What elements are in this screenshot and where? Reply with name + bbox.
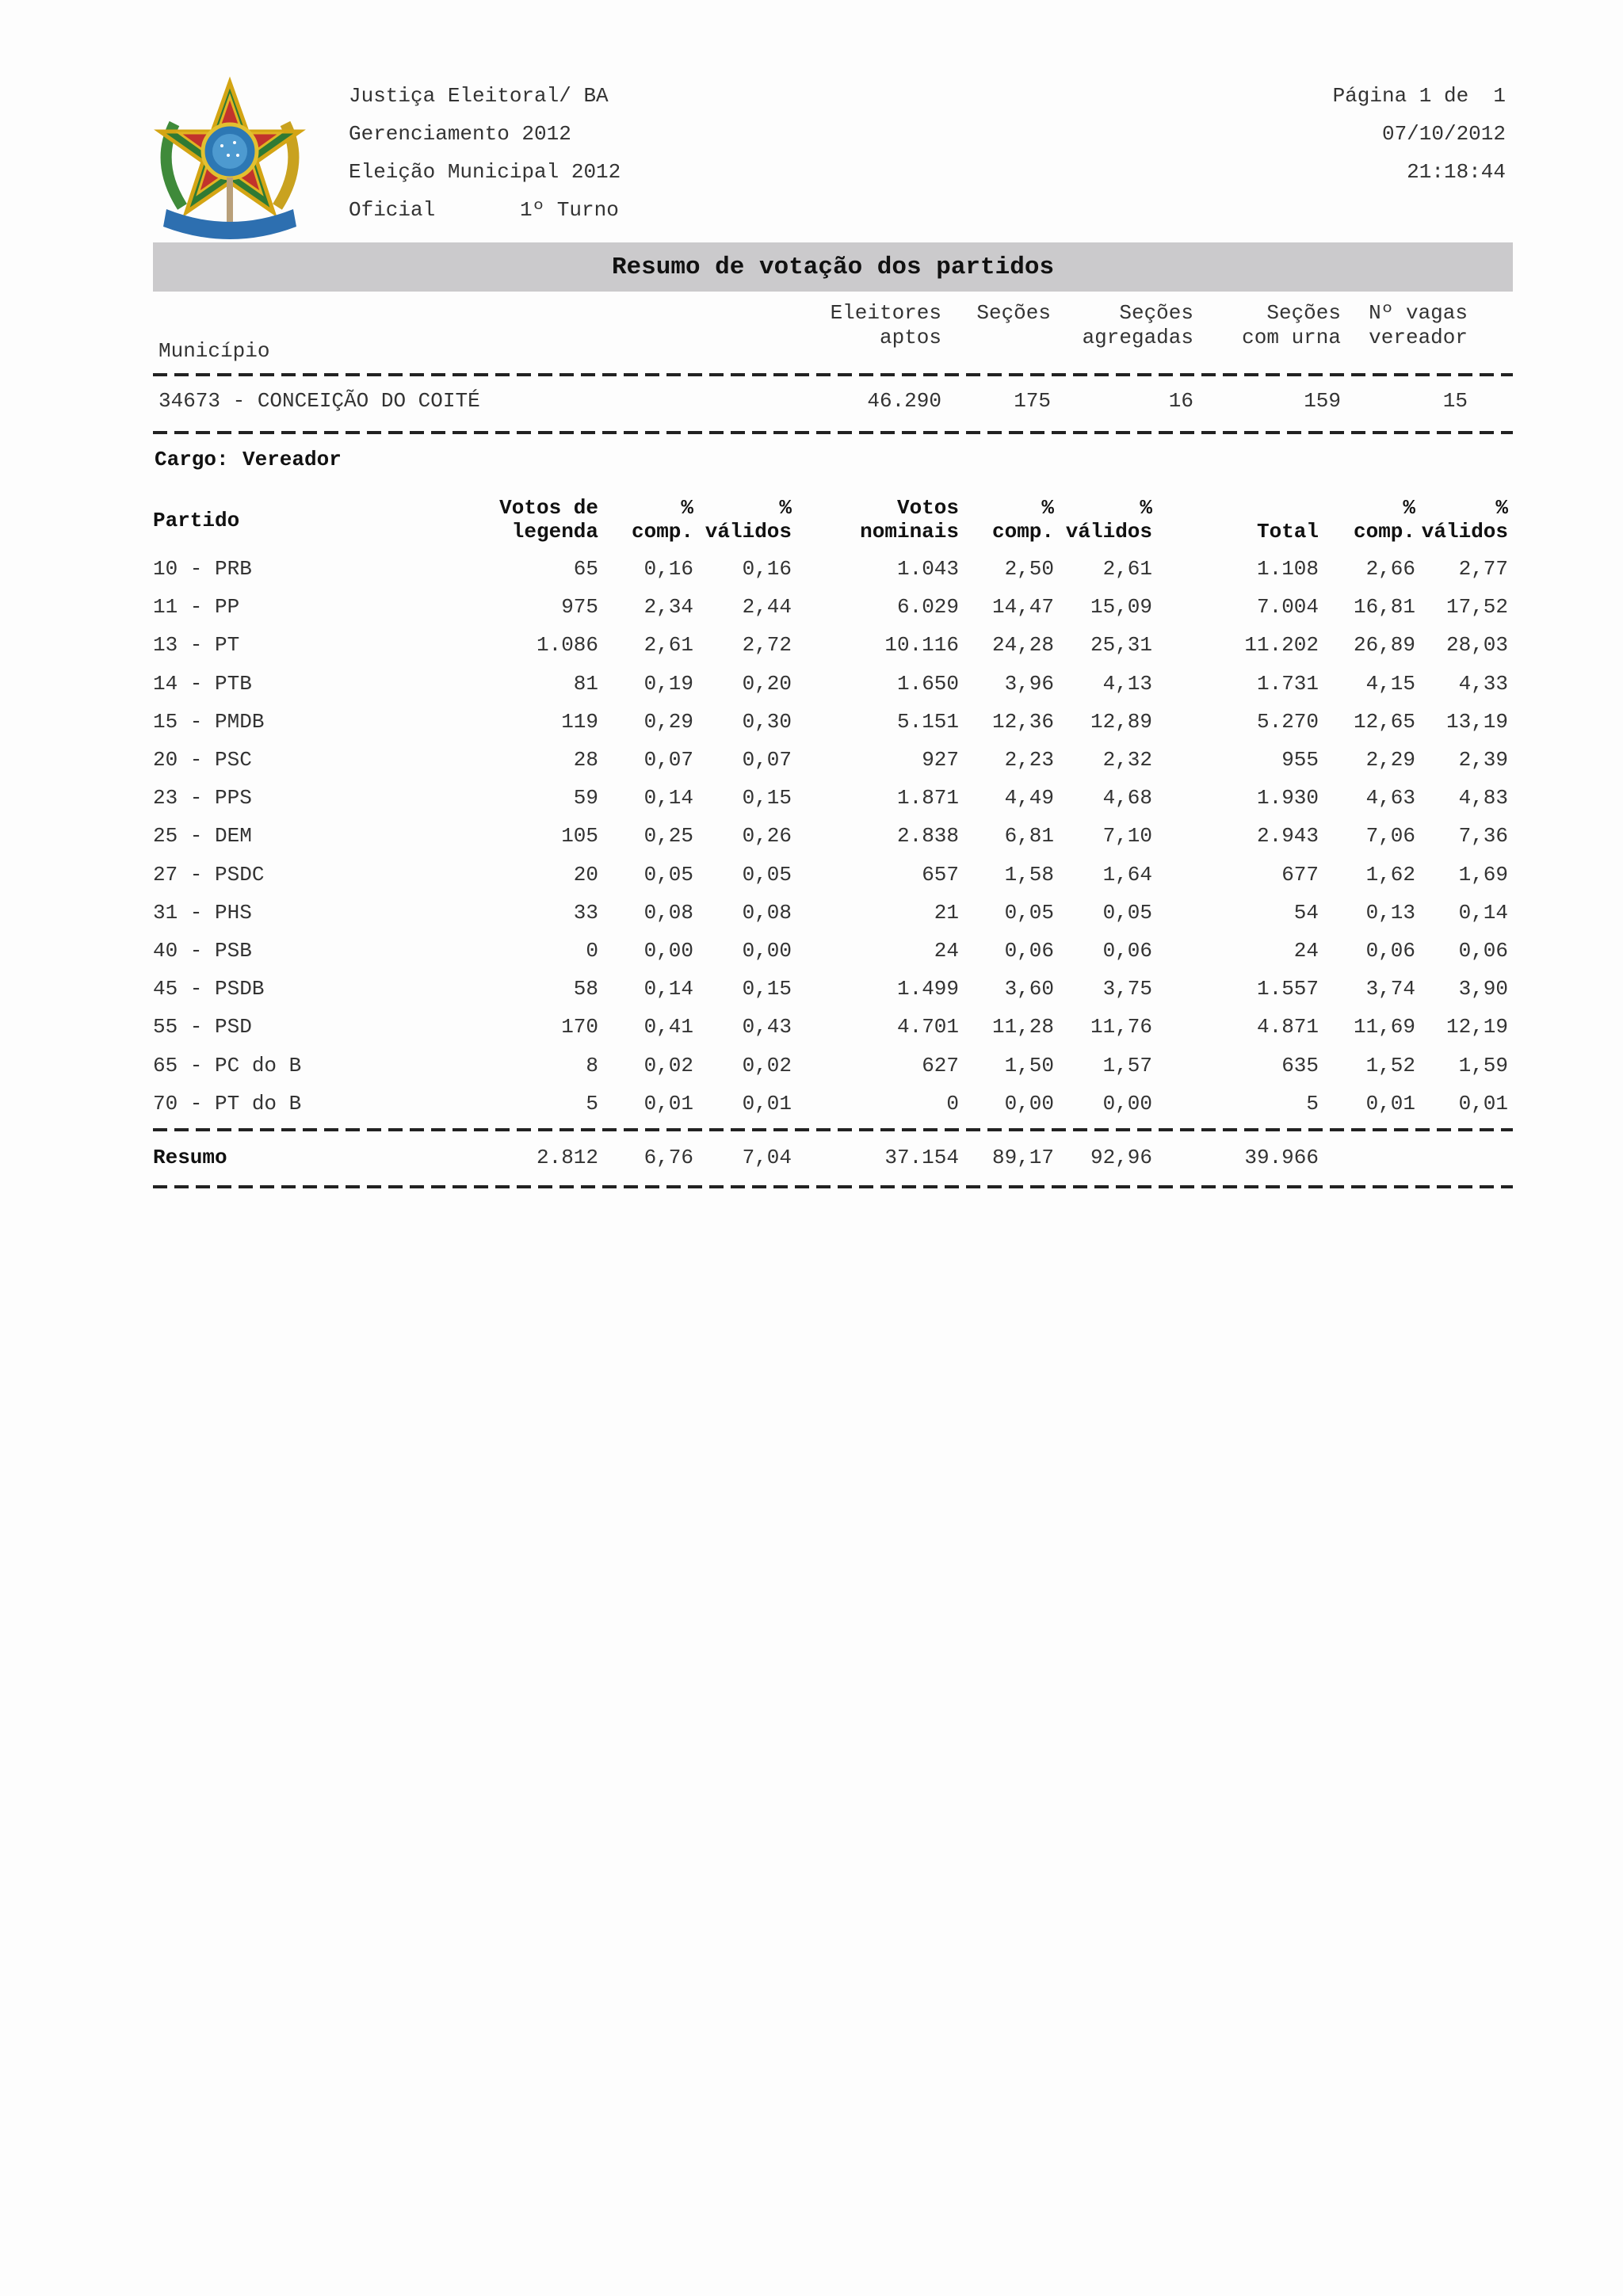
municipio-name: 34673 - CONCEIÇÃO DO COITÉ (158, 389, 480, 413)
divider (153, 1185, 1513, 1188)
cell-nom-validos: 2,32 (1102, 748, 1152, 772)
cell-partido: 14 - PTB (153, 671, 252, 696)
cell-tot-comp: 2,66 (1365, 557, 1415, 581)
cell-partido: 65 - PC do B (153, 1053, 302, 1077)
cell-nom-validos: 1,57 (1102, 1053, 1152, 1077)
col-leg-validos-header-2: válidos (705, 520, 792, 543)
col-com-urna-header-1: Seções (1266, 301, 1341, 325)
cell-leg-validos: 2,72 (742, 633, 792, 658)
cell-tot-comp: 0,06 (1365, 939, 1415, 963)
cell-tot-validos: 4,83 (1458, 786, 1508, 810)
cell-partido: 20 - PSC (153, 748, 252, 772)
cell-nom-validos: 15,09 (1090, 595, 1152, 620)
cell-nom-comp: 14,47 (991, 595, 1054, 620)
cell-votos-legenda: 65 (573, 557, 598, 581)
cell-nom-comp: 3,60 (1004, 977, 1054, 1001)
col-agregadas-header-1: Seções (1119, 301, 1193, 325)
report-time: 21:18:44 (1407, 160, 1506, 184)
cell-votos-nominais: 24 (934, 939, 959, 963)
cell-total: 2.943 (1256, 824, 1319, 849)
cell-votos-nominais: 10.116 (884, 633, 959, 658)
municipio-secoes: 175 (1014, 389, 1051, 413)
col-nom-validos-header-1: % (1140, 496, 1152, 520)
cell-nom-validos: 0,00 (1102, 1091, 1152, 1116)
cell-votos-legenda: 28 (573, 748, 598, 772)
col-votos-legenda-header-2: legenda (511, 520, 598, 543)
cargo-label: Cargo: (155, 448, 229, 471)
cell-leg-validos: 0,00 (742, 939, 792, 963)
header-gerenciamento: Gerenciamento 2012 (349, 122, 571, 146)
cell-nom-comp: 2,50 (1004, 557, 1054, 581)
cell-votos-nominais: 657 (922, 862, 959, 887)
cell-partido: 25 - DEM (153, 824, 252, 849)
cell-votos-nominais: 1.043 (896, 557, 959, 581)
cell-votos-legenda: 8 (586, 1053, 598, 1077)
municipio-com-urna: 159 (1304, 389, 1341, 413)
cell-leg-comp: 0,16 (643, 557, 693, 581)
cell-leg-comp: 0,02 (643, 1053, 693, 1077)
cell-votos-nominais: 1.650 (896, 671, 959, 696)
cell-leg-comp: 0,00 (643, 939, 693, 963)
cell-nom-validos: 12,89 (1090, 709, 1152, 734)
cell-leg-comp: 0,05 (643, 862, 693, 887)
cell-leg-validos: 2,44 (742, 595, 792, 620)
cell-tot-comp: 2,29 (1365, 748, 1415, 772)
page-number: Página 1 de 1 (1332, 84, 1506, 108)
cell-total: 955 (1281, 748, 1319, 772)
cell-partido: 13 - PT (153, 633, 240, 658)
cell-votos-legenda: 33 (573, 900, 598, 925)
cell-leg-comp: 6,76 (643, 1146, 693, 1169)
cell-tot-validos: 7,36 (1458, 824, 1508, 849)
cell-total: 5 (1306, 1091, 1319, 1116)
cell-votos-nominais: 37.154 (884, 1146, 959, 1169)
col-tot-comp-header-2: comp. (1353, 520, 1415, 543)
cell-nom-comp: 0,00 (1004, 1091, 1054, 1116)
cell-leg-validos: 0,08 (742, 900, 792, 925)
cell-tot-comp: 4,15 (1365, 671, 1415, 696)
cell-partido: 23 - PPS (153, 786, 252, 810)
header-status: Oficial (349, 198, 436, 222)
col-nom-comp-header-2: comp. (991, 520, 1054, 543)
cell-nom-validos: 0,05 (1102, 900, 1152, 925)
cell-nom-comp: 1,50 (1004, 1053, 1054, 1077)
cell-partido: 15 - PMDB (153, 709, 265, 734)
cell-votos-nominais: 6.029 (896, 595, 959, 620)
municipio-eleitores: 46.290 (867, 389, 941, 413)
col-votos-legenda-header-1: Votos de (499, 496, 598, 520)
cell-leg-comp: 0,29 (643, 709, 693, 734)
cell-tot-comp: 1,62 (1365, 862, 1415, 887)
cell-votos-legenda: 0 (586, 939, 598, 963)
col-vagas-header-1: Nº vagas (1369, 301, 1468, 325)
cell-tot-validos: 1,59 (1458, 1053, 1508, 1077)
cell-nom-validos: 0,06 (1102, 939, 1152, 963)
col-tot-validos-header-2: válidos (1421, 520, 1508, 543)
cell-nom-validos: 4,13 (1102, 671, 1152, 696)
cell-total: 1.731 (1256, 671, 1319, 696)
col-com-urna-header-2: com urna (1242, 326, 1341, 349)
cell-tot-validos: 2,77 (1458, 557, 1508, 581)
cell-nom-comp: 6,81 (1004, 824, 1054, 849)
cell-votos-legenda: 975 (561, 595, 598, 620)
municipio-vagas: 15 (1442, 389, 1468, 413)
cell-tot-comp: 1,52 (1365, 1053, 1415, 1077)
divider (153, 431, 1513, 434)
cell-tot-validos: 1,69 (1458, 862, 1508, 887)
cell-votos-nominais: 627 (922, 1053, 959, 1077)
cell-total: 11.202 (1244, 633, 1319, 658)
cell-total: 39.966 (1244, 1146, 1319, 1169)
cell-leg-comp: 0,01 (643, 1091, 693, 1116)
cell-tot-validos: 0,14 (1458, 900, 1508, 925)
cell-tot-comp: 0,01 (1365, 1091, 1415, 1116)
municipio-agregadas: 16 (1168, 389, 1193, 413)
col-secoes-header: Seções (976, 301, 1051, 325)
cell-tot-validos: 17,52 (1445, 595, 1508, 620)
cell-leg-validos: 0,02 (742, 1053, 792, 1077)
cell-votos-nominais: 2.838 (896, 824, 959, 849)
cell-nom-comp: 4,49 (1004, 786, 1054, 810)
col-nom-validos-header-2: válidos (1065, 520, 1152, 543)
cell-leg-validos: 0,05 (742, 862, 792, 887)
cell-nom-comp: 0,05 (1004, 900, 1054, 925)
col-eleitores-header-1: Eleitores (830, 301, 941, 325)
cell-total: 54 (1293, 900, 1319, 925)
cell-leg-comp: 2,34 (643, 595, 693, 620)
cell-leg-validos: 0,30 (742, 709, 792, 734)
col-votos-nominais-header-2: nominais (860, 520, 959, 543)
cell-votos-legenda: 170 (561, 1015, 598, 1039)
col-eleitores-header-2: aptos (879, 326, 941, 349)
cell-partido: Resumo (153, 1146, 227, 1169)
cell-tot-validos: 3,90 (1458, 977, 1508, 1001)
cell-tot-comp: 11,69 (1353, 1015, 1415, 1039)
cell-leg-comp: 0,14 (643, 786, 693, 810)
cell-nom-validos: 11,76 (1090, 1015, 1152, 1039)
cell-votos-legenda: 2.812 (536, 1146, 598, 1169)
cell-tot-comp: 4,63 (1365, 786, 1415, 810)
cell-votos-legenda: 5 (586, 1091, 598, 1116)
cell-nom-validos: 4,68 (1102, 786, 1152, 810)
cell-total: 24 (1293, 939, 1319, 963)
header-eleicao: Eleição Municipal 2012 (349, 160, 621, 184)
cell-total: 1.108 (1256, 557, 1319, 581)
cell-leg-validos: 0,15 (742, 786, 792, 810)
cell-tot-comp: 26,89 (1353, 633, 1415, 658)
cell-votos-nominais: 21 (934, 900, 959, 925)
cell-tot-comp: 16,81 (1353, 595, 1415, 620)
cell-nom-validos: 1,64 (1102, 862, 1152, 887)
cell-nom-validos: 7,10 (1102, 824, 1152, 849)
divider (153, 373, 1513, 376)
cell-partido: 11 - PP (153, 595, 240, 620)
cell-votos-nominais: 1.499 (896, 977, 959, 1001)
cell-leg-comp: 0,07 (643, 748, 693, 772)
col-agregadas-header-2: agregadas (1082, 326, 1193, 349)
cell-tot-validos: 0,06 (1458, 939, 1508, 963)
cell-partido: 70 - PT do B (153, 1091, 302, 1116)
col-leg-validos-header-1: % (779, 496, 792, 520)
page-title: Resumo de votação dos partidos (611, 254, 1055, 281)
cell-leg-comp: 0,14 (643, 977, 693, 1001)
header-org: Justiça Eleitoral/ BA (349, 84, 609, 108)
cell-leg-comp: 0,25 (643, 824, 693, 849)
cell-leg-validos: 7,04 (742, 1146, 792, 1169)
cell-leg-validos: 0,15 (742, 977, 792, 1001)
cell-nom-comp: 11,28 (991, 1015, 1054, 1039)
cell-leg-comp: 2,61 (643, 633, 693, 658)
cell-tot-validos: 2,39 (1458, 748, 1508, 772)
report-date: 07/10/2012 (1381, 122, 1506, 146)
cell-tot-comp: 3,74 (1365, 977, 1415, 1001)
cell-tot-comp: 12,65 (1353, 709, 1415, 734)
cell-leg-validos: 0,01 (742, 1091, 792, 1116)
col-votos-nominais-header-1: Votos (896, 496, 959, 520)
cell-leg-validos: 0,43 (742, 1015, 792, 1039)
cell-votos-nominais: 4.701 (896, 1015, 959, 1039)
cell-partido: 40 - PSB (153, 939, 252, 963)
cell-tot-validos: 12,19 (1445, 1015, 1508, 1039)
cell-tot-validos: 28,03 (1445, 633, 1508, 658)
cell-nom-comp: 0,06 (1004, 939, 1054, 963)
cell-nom-comp: 24,28 (991, 633, 1054, 658)
cell-votos-nominais: 1.871 (896, 786, 959, 810)
col-nom-comp-header-1: % (1041, 496, 1054, 520)
cell-votos-legenda: 58 (573, 977, 598, 1001)
title-bar (153, 242, 1513, 292)
cell-leg-validos: 0,26 (742, 824, 792, 849)
cell-leg-comp: 0,08 (643, 900, 693, 925)
header-turno: 1º Turno (520, 198, 619, 222)
cell-partido: 45 - PSDB (153, 977, 265, 1001)
cargo-value: Vereador (242, 448, 342, 471)
cell-votos-legenda: 81 (573, 671, 598, 696)
cell-votos-legenda: 20 (573, 862, 598, 887)
cell-tot-validos: 0,01 (1458, 1091, 1508, 1116)
cell-nom-validos: 92,96 (1090, 1146, 1152, 1169)
cell-nom-validos: 25,31 (1090, 633, 1152, 658)
cell-leg-comp: 0,19 (643, 671, 693, 696)
cell-votos-nominais: 0 (946, 1091, 959, 1116)
cell-partido: 31 - PHS (153, 900, 252, 925)
col-total-header: Total (1256, 520, 1319, 543)
cell-nom-validos: 3,75 (1102, 977, 1152, 1001)
divider (153, 1128, 1513, 1131)
cell-total: 1.557 (1256, 977, 1319, 1001)
cell-nom-comp: 89,17 (991, 1146, 1054, 1169)
cell-total: 635 (1281, 1053, 1319, 1077)
cell-partido: 27 - PSDC (153, 862, 265, 887)
cell-total: 677 (1281, 862, 1319, 887)
cell-total: 5.270 (1256, 709, 1319, 734)
brazil-coat-of-arms-icon (151, 76, 309, 242)
cell-tot-comp: 7,06 (1365, 824, 1415, 849)
cell-total: 4.871 (1256, 1015, 1319, 1039)
col-leg-comp-header-2: comp. (631, 520, 693, 543)
col-vagas-header-2: vereador (1369, 326, 1468, 349)
cell-leg-validos: 0,16 (742, 557, 792, 581)
cell-nom-comp: 3,96 (1004, 671, 1054, 696)
cell-votos-legenda: 119 (561, 709, 598, 734)
col-partido-header: Partido (153, 509, 240, 532)
cell-votos-legenda: 105 (561, 824, 598, 849)
cell-tot-validos: 4,33 (1458, 671, 1508, 696)
cell-nom-comp: 12,36 (991, 709, 1054, 734)
cell-votos-legenda: 59 (573, 786, 598, 810)
cell-total: 7.004 (1256, 595, 1319, 620)
cell-nom-comp: 1,58 (1004, 862, 1054, 887)
cell-total: 1.930 (1256, 786, 1319, 810)
col-tot-comp-header-1: % (1403, 496, 1415, 520)
cell-leg-validos: 0,20 (742, 671, 792, 696)
cell-leg-comp: 0,41 (643, 1015, 693, 1039)
cell-nom-comp: 2,23 (1004, 748, 1054, 772)
cell-votos-nominais: 5.151 (896, 709, 959, 734)
cell-tot-validos: 13,19 (1445, 709, 1508, 734)
cell-partido: 55 - PSD (153, 1015, 252, 1039)
cell-leg-validos: 0,07 (742, 748, 792, 772)
col-municipio-header: Município (158, 339, 270, 363)
col-leg-comp-header-1: % (681, 496, 693, 520)
cell-nom-validos: 2,61 (1102, 557, 1152, 581)
col-tot-validos-header-1: % (1495, 496, 1508, 520)
cell-tot-comp: 0,13 (1365, 900, 1415, 925)
cell-votos-nominais: 927 (922, 748, 959, 772)
cell-votos-legenda: 1.086 (536, 633, 598, 658)
cell-partido: 10 - PRB (153, 557, 252, 581)
